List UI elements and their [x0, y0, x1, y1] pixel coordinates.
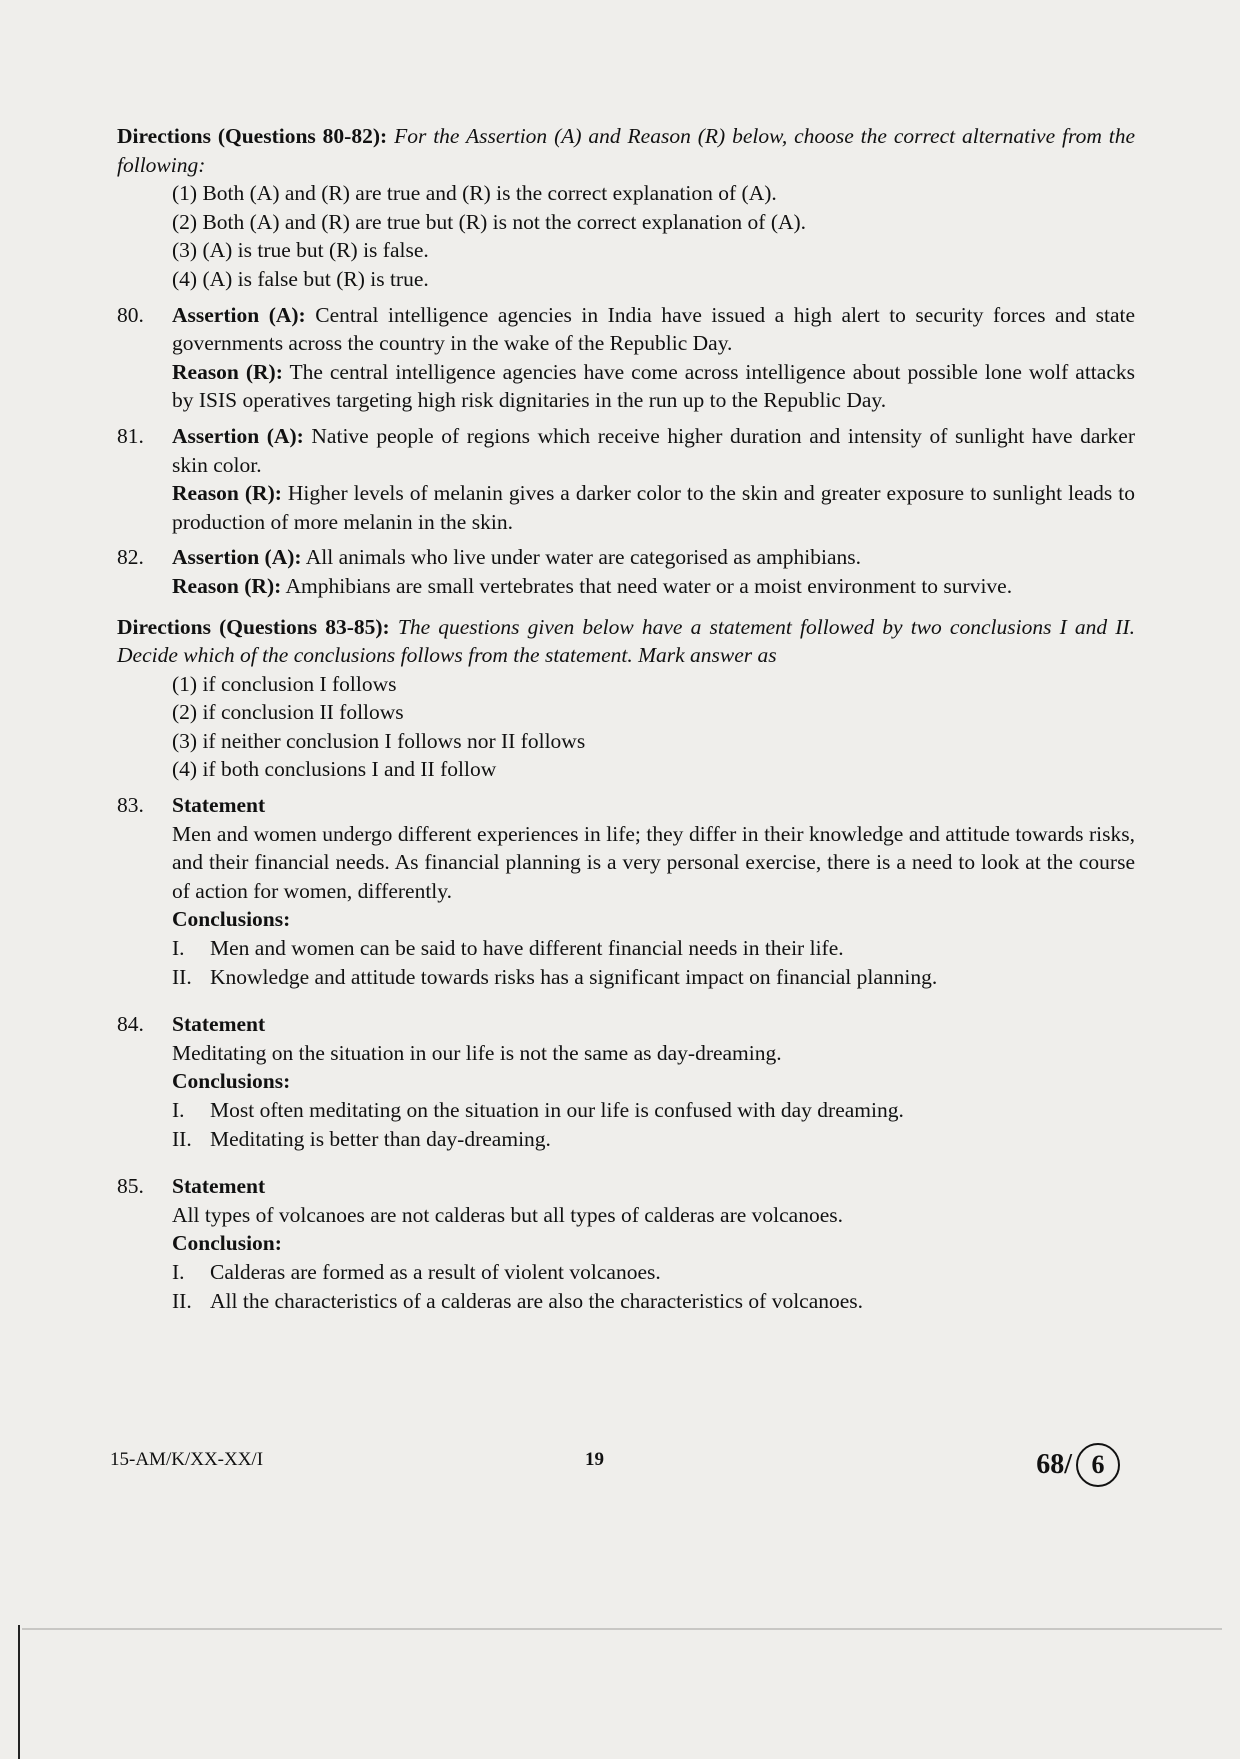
page-footer	[110, 1443, 1120, 1483]
reason	[172, 572, 1135, 601]
conclusion	[172, 1096, 1135, 1125]
assertion-label: Assertion (A):	[172, 423, 304, 448]
spacer	[117, 601, 1135, 613]
answer-option: (1) Both (A) and (R) are true and (R) is the correct explanation of (A).	[172, 181, 777, 206]
conclusion-text: Men and women can be said to have different financial needs in their life.	[210, 936, 844, 961]
question-number: 84.	[117, 1012, 144, 1037]
answer-options-list	[172, 179, 1135, 293]
answer-option: (3) if neither conclusion I follows nor II follows	[172, 728, 586, 753]
question-84	[117, 1010, 1135, 1153]
conclusion	[172, 934, 1135, 963]
reason-text: Amphibians are small vertebrates that need water or a moist environment to survive.	[285, 573, 1013, 598]
conclusions-label: Conclusions:	[172, 1069, 291, 1094]
conclusion-numeral: I.	[172, 1098, 185, 1122]
question-body	[172, 791, 1135, 991]
conclusion-numeral: II.	[172, 1126, 192, 1151]
directions-instruction: The questions given below have a statement followed by two conclusions I and II. Decide which of the conclusions follows from the statement. Mark answer as	[117, 614, 1136, 668]
conclusion	[172, 1258, 1135, 1287]
conclusion-text: Calderas are formed as a result of violent volcanoes.	[210, 1259, 661, 1284]
scan-edge-line	[18, 1625, 20, 1759]
question-80	[117, 301, 1135, 415]
conclusion	[172, 963, 1135, 992]
question-81	[117, 422, 1135, 536]
set-prefix: 68/	[1036, 1449, 1072, 1480]
conclusion-text: Most often meditating on the situation in our life is confused with day dreaming.	[210, 1098, 904, 1122]
reason	[172, 479, 1135, 536]
question-number: 85.	[117, 1174, 144, 1199]
conclusion	[172, 1287, 1135, 1316]
answer-option: (2) Both (A) and (R) are true but (R) is not the correct explanation of (A).	[172, 209, 807, 234]
conclusion-text: All the characteristics of a calderas are also the characteristics of volcanoes.	[210, 1288, 864, 1313]
conclusion-numeral: II.	[172, 964, 192, 989]
conclusion-numeral: I.	[172, 1259, 185, 1284]
assertion	[172, 422, 1135, 479]
statement-label: Statement	[172, 793, 266, 818]
directions-heading: Directions (Questions 80-82):	[117, 124, 388, 148]
statement-text: All types of volcanoes are not calderas but all types of calderas are volcanoes.	[172, 1202, 844, 1227]
question-body	[172, 422, 1135, 536]
statement-text: Men and women undergo different experiences in life; they differ in their knowledge and attitude towards risks, and their financial needs. As financial planning is a very personal exercise, there is a need to look at the course of action for women, differently.	[172, 821, 1135, 903]
paper-code: 15-AM/K/XX-XX/I	[110, 1449, 264, 1470]
answer-option: (3) (A) is true but (R) is false.	[172, 238, 429, 263]
directions-heading: Directions (Questions 83-85):	[117, 614, 390, 639]
conclusion-text: Knowledge and attitude towards risks has a significant impact on financial planning.	[210, 964, 938, 989]
assertion	[172, 301, 1135, 358]
conclusions-label: Conclusions:	[172, 907, 291, 932]
question-body	[172, 301, 1135, 415]
assertion-label: Assertion (A):	[172, 545, 302, 570]
question-number: 83.	[117, 793, 144, 818]
page-content	[117, 122, 1135, 1315]
answer-option: (2) if conclusion II follows	[172, 700, 404, 725]
statement-text: Meditating on the situation in our life is not the same as day-dreaming.	[172, 1040, 782, 1065]
conclusion	[172, 1125, 1135, 1154]
question-82	[117, 543, 1135, 600]
question-85	[117, 1172, 1135, 1315]
directions-83-85	[117, 613, 1135, 670]
reason-label: Reason (R):	[172, 359, 283, 384]
question-number: 80.	[117, 302, 144, 327]
question-body	[172, 1172, 1135, 1315]
reason-text: The central intelligence agencies have come across intelligence about possible lone wolf attacks by ISIS operatives targeting high risk dignitaries in the run up to the Republic Day.	[172, 359, 1135, 413]
question-number: 82.	[117, 545, 144, 570]
reason-label: Reason (R):	[172, 573, 282, 598]
conclusion-text: Meditating is better than day-dreaming.	[210, 1126, 551, 1151]
booklet-set	[1036, 1443, 1120, 1487]
assertion-text: Native people of regions which receive higher duration and intensity of sunlight have darker skin color.	[172, 423, 1135, 477]
reason-label: Reason (R):	[172, 481, 282, 506]
spacer	[117, 1153, 1135, 1165]
statement-label: Statement	[172, 1012, 266, 1037]
question-body	[172, 1010, 1135, 1153]
spacer	[117, 991, 1135, 1003]
statement-label: Statement	[172, 1174, 266, 1199]
assertion	[172, 543, 1135, 572]
assertion-text: Central intelligence agencies in India have issued a high alert to security forces and state governments across the country in the wake of the Republic Day.	[172, 302, 1136, 356]
conclusion-numeral: I.	[172, 936, 185, 961]
directions-80-82	[117, 122, 1135, 179]
page-number: 19	[585, 1449, 604, 1470]
reason	[172, 358, 1135, 415]
answer-option: (4) (A) is false but (R) is true.	[172, 266, 429, 291]
question-body	[172, 543, 1135, 600]
answer-option: (4) if both conclusions I and II follow	[172, 757, 497, 782]
assertion-text: All animals who live under water are categorised as amphibians.	[305, 545, 862, 570]
reason-text: Higher levels of melanin gives a darker color to the skin and greater exposure to sunlight leads to production of more melanin in the skin.	[172, 481, 1135, 534]
answer-option: (1) if conclusion I follows	[172, 671, 397, 696]
question-83	[117, 791, 1135, 991]
scan-divider	[22, 1628, 1222, 1630]
conclusions-label: Conclusion:	[172, 1231, 282, 1256]
answer-options-list	[172, 670, 1135, 784]
question-number: 81.	[117, 423, 144, 448]
conclusion-numeral: II.	[172, 1288, 192, 1313]
directions-instruction: For the Assertion (A) and Reason (R) below, choose the correct alternative from the following:	[117, 124, 1136, 177]
assertion-label: Assertion (A):	[172, 302, 306, 327]
set-number-circle: 6	[1076, 1443, 1120, 1487]
